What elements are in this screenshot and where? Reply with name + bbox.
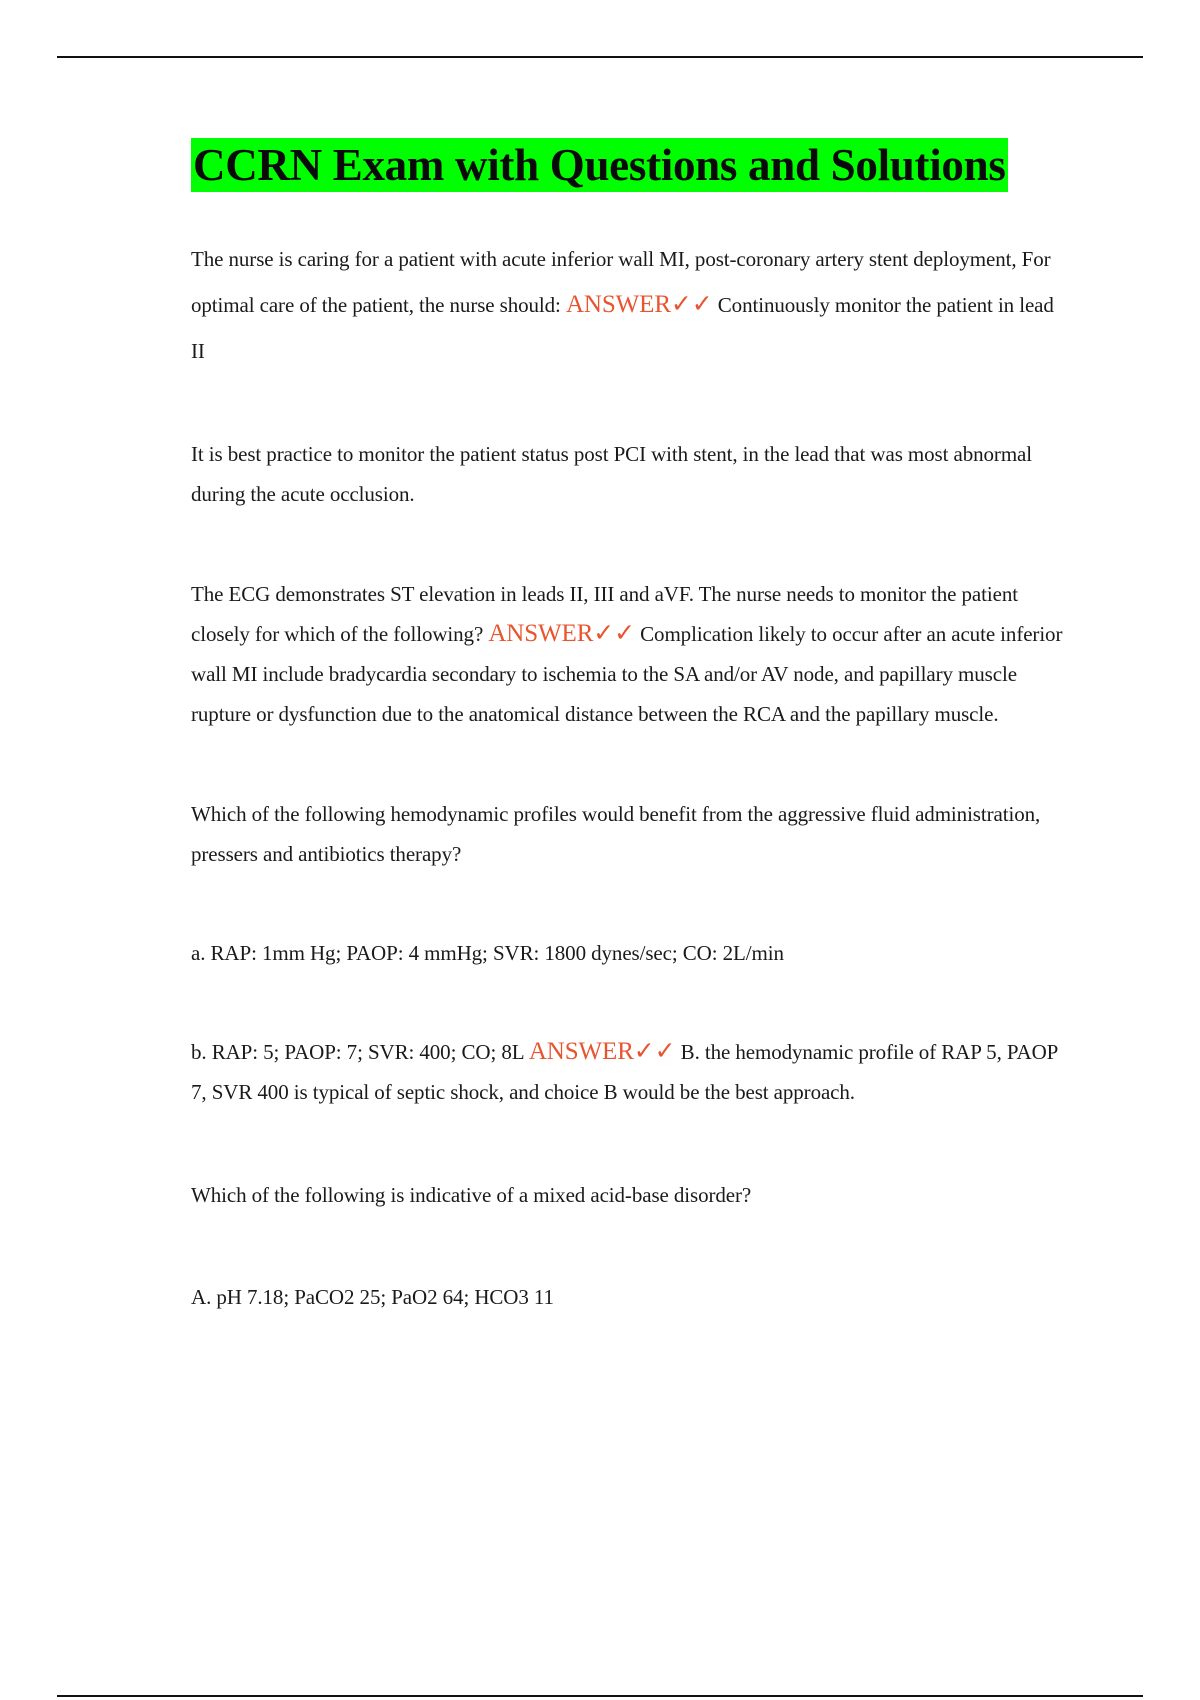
question-4-option-a: A. pH 7.18; PaCO2 25; PaO2 64; HCO3 11: [191, 1285, 554, 1309]
question-2-text: The ECG demonstrates ST elevation in leads II, III and aVF. The nurse needs to monitor the patient closely for which of the following?: [191, 582, 1018, 646]
footer-rule: [57, 1695, 1143, 1697]
question-1-text: The nurse is caring for a patient with acute inferior wall MI, post-coronary artery stent deployment, For optimal care of the patient, the nurse should:: [191, 247, 1051, 317]
question-3-option-b: [191, 1032, 1071, 1112]
header-rule: [57, 56, 1143, 58]
answer-marker: ANSWER✓✓: [565, 291, 713, 318]
question-2: [191, 574, 1071, 734]
answer-1-text: Continuously monitor the patient in lead II: [191, 293, 1054, 363]
answer-3-text: B. the hemodynamic profile of RAP 5, PAOP 7, SVR 400 is typical of septic shock, and choice B would be the best approach.: [191, 1040, 1058, 1104]
question-3-option-a: a. RAP: 1mm Hg; PAOP: 4 mmHg; SVR: 1800 dynes/sec; CO: 2L/min: [191, 941, 784, 965]
question-1: [191, 236, 1071, 374]
answer-marker: ANSWER✓✓: [488, 620, 635, 647]
option-b-text: b. RAP: 5; PAOP: 7; SVR: 400; CO; 8L: [191, 1040, 524, 1064]
question-1-rationale: It is best practice to monitor the patient status post PCI with stent, in the lead that was most abnormal during the acute occlusion.: [191, 442, 1033, 506]
answer-marker: ANSWER✓✓: [528, 1038, 676, 1065]
question-3-text: Which of the following hemodynamic profiles would benefit from the aggressive fluid administration, pressers and antibiotics therapy?: [191, 802, 1041, 866]
question-4-text: Which of the following is indicative of a mixed acid-base disorder?: [191, 1183, 752, 1207]
document-title: CCRN Exam with Questions and Solutions: [193, 140, 1006, 190]
answer-2-text: Complication likely to occur after an acute inferior wall MI include bradycardia secondary to ischemia to the SA and/or AV node, and papillary muscle rupture or dysfunction due to the anatomical distance between the RCA and the papillary muscle.: [191, 622, 1063, 726]
document-body: [191, 138, 1071, 1320]
